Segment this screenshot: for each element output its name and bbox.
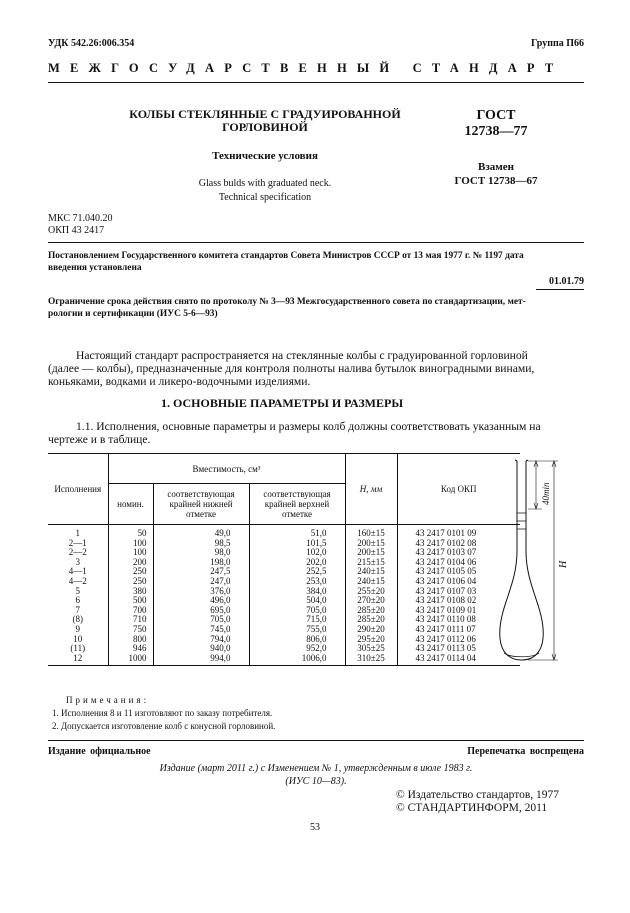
replaces-standard: ГОСТ 12738—67 [454, 175, 538, 187]
cell-version: 2—2 [48, 548, 108, 558]
group-code: Группа П66 [531, 38, 584, 49]
cell-lower: 198,0 [153, 558, 249, 568]
restriction-line-1: Ограничение срока действия снято по протоколу № 3—93 Межгосударственного совета по стандартизации, мет- [48, 297, 526, 307]
cell-okp: 43 2417 0109 01 [397, 606, 520, 616]
paragraph-1-1-line-1: 1.1. Исполнения, основные параметры и размеры колб должны соответствовать указанным на [76, 420, 541, 433]
cell-nominal: 250 [108, 567, 153, 577]
edition-note [48, 762, 584, 788]
restriction-line-2: рологии и сертификации (ИУС 5-6—93) [48, 309, 218, 319]
header-lower-line-1: соответствующая [167, 489, 235, 499]
cell-lower: 745,0 [153, 625, 249, 635]
codes-rule [48, 242, 584, 243]
cell-lower: 376,0 [153, 587, 249, 597]
cell-okp: 43 2417 0113 05 [397, 644, 520, 654]
header-lower-line-3: отметке [185, 509, 217, 519]
gost-number: 12738—77 [464, 124, 528, 139]
header-upper-line-2: крайней верхней [264, 499, 330, 509]
cell-version: 12 [48, 654, 108, 666]
cell-okp: 43 2417 0101 09 [397, 525, 520, 539]
english-title-line-1: Glass bulds with graduated neck. [198, 178, 332, 189]
cell-height: 295±20 [345, 635, 397, 645]
notes [52, 694, 276, 733]
cell-upper: 51,0 [249, 525, 345, 539]
section-1-paragraph [48, 420, 588, 446]
cell-lower: 695,0 [153, 606, 249, 616]
cell-upper: 202,0 [249, 558, 345, 568]
cell-height: 215±15 [345, 558, 397, 568]
header-okp-code: Код ОКП [397, 454, 520, 525]
header-capacity: Вместимость, см³ [108, 454, 345, 484]
copyright-2011: © СТАНДАРТИНФОРМ, 2011 [396, 802, 548, 814]
title-line-2: ГОРЛОВИНОЙ [222, 120, 308, 134]
header-rule [48, 82, 584, 83]
cell-height: 285±20 [345, 615, 397, 625]
okp-code: ОКП 43 2417 [48, 225, 105, 236]
cell-nominal: 50 [108, 525, 153, 539]
gost-label: ГОСТ [476, 108, 516, 123]
document-subtitle: Технические условия [212, 150, 318, 162]
cell-nominal: 100 [108, 539, 153, 549]
header-upper-mark [249, 484, 345, 525]
cell-lower: 49,0 [153, 525, 249, 539]
cell-upper: 101,5 [249, 539, 345, 549]
cell-height: 160±15 [345, 525, 397, 539]
cell-lower: 705,0 [153, 615, 249, 625]
cell-version: 3 [48, 558, 108, 568]
introduction-date: 01.01.79 [549, 276, 584, 287]
replaces-block [436, 160, 556, 188]
copyright-block [396, 789, 559, 815]
interstate-standard-heading: МЕЖГОСУДАРСТВЕННЫЙ СТАНДАРТ [48, 61, 564, 75]
table-row [48, 654, 520, 666]
section-1-heading: 1. ОСНОВНЫЕ ПАРАМЕТРЫ И РАЗМЕРЫ [161, 396, 404, 410]
document-title [100, 108, 430, 134]
header-version: Исполнения [48, 454, 108, 525]
reprint-prohibited: Перепечатка воспрещена [467, 746, 584, 757]
official-edition: Издание официальное [48, 746, 151, 757]
cell-upper: 952,0 [249, 644, 345, 654]
cell-version: 6 [48, 596, 108, 606]
cell-nominal: 750 [108, 625, 153, 635]
paragraph-1-1-line-2: чертеже и в таблице. [48, 433, 151, 446]
english-title-line-2: Technical specification [218, 192, 312, 203]
note-2: 2. Допускается изготовление колб с конусной горловиной. [52, 721, 276, 731]
gost-designation [436, 108, 556, 140]
decree-line-1: Постановлением Государственного комитета стандартов Совета Министров СССР от 13 мая 1977 г. № 1197 дата [48, 251, 524, 261]
cell-version: 2—1 [48, 539, 108, 549]
parameters-table [48, 453, 520, 666]
cell-upper: 384,0 [249, 587, 345, 597]
cell-height: 285±20 [345, 606, 397, 616]
cell-lower: 98,0 [153, 548, 249, 558]
cell-height: 240±15 [345, 567, 397, 577]
udk-code: УДК 542.26:006.354 [48, 38, 135, 49]
cell-height: 240±15 [345, 577, 397, 587]
cell-nominal: 700 [108, 606, 153, 616]
flask-drawing [496, 453, 588, 693]
cell-version: 9 [48, 625, 108, 635]
cell-lower: 994,0 [153, 654, 249, 666]
cell-upper: 253,0 [249, 577, 345, 587]
decree-line-2: введения установлена [48, 263, 142, 273]
cell-height: 255±20 [345, 587, 397, 597]
cell-height: 200±15 [345, 539, 397, 549]
cell-okp: 43 2417 0114 04 [397, 654, 520, 666]
label-40min: 40min [541, 482, 551, 505]
cell-nominal: 200 [108, 558, 153, 568]
intro-line-1: Настоящий стандарт распространяется на стеклянные колбы с градуированной горловиной [76, 349, 528, 362]
intro-paragraph [48, 349, 588, 388]
cell-nominal: 710 [108, 615, 153, 625]
cell-okp: 43 2417 0111 07 [397, 625, 520, 635]
notes-title: Примечания: [66, 695, 150, 705]
cell-height: 310±25 [345, 654, 397, 666]
cell-upper: 102,0 [249, 548, 345, 558]
edition-line-2: (ИУС 10—83). [285, 776, 347, 787]
cell-lower: 98,5 [153, 539, 249, 549]
cell-lower: 247,5 [153, 567, 249, 577]
edition-line-1: Издание (март 2011 г.) с Изменением № 1, утвержденным в июле 1983 г. [159, 763, 473, 774]
english-title [100, 177, 430, 205]
cell-nominal: 946 [108, 644, 153, 654]
cell-upper: 705,0 [249, 606, 345, 616]
cell-version: 10 [48, 635, 108, 645]
notes-rule [48, 740, 584, 741]
cell-nominal: 250 [108, 577, 153, 587]
cell-okp: 43 2417 0105 05 [397, 567, 520, 577]
page-number: 53 [310, 822, 320, 833]
header-upper-line-1: соответствующая [263, 489, 331, 499]
classification-codes [48, 213, 112, 237]
copyright-1977: © Издательство стандартов, 1977 [396, 789, 560, 801]
flask-bulb [500, 551, 543, 660]
cell-upper: 715,0 [249, 615, 345, 625]
cell-height: 305±25 [345, 644, 397, 654]
cell-height: 200±15 [345, 548, 397, 558]
replaces-label: Взамен [478, 161, 514, 173]
decree-text [48, 250, 588, 274]
cell-okp: 43 2417 0107 03 [397, 587, 520, 597]
note-1: 1. Исполнения 8 и 11 изготовляют по заказу потребителя. [52, 708, 273, 718]
intro-line-2: (далее — колбы), предназначенные для контроля полноты налива бутылок виноградными винами, [48, 362, 535, 375]
cell-nominal: 380 [108, 587, 153, 597]
mks-code: МКС 71.040.20 [48, 213, 113, 224]
cell-okp: 43 2417 0104 06 [397, 558, 520, 568]
label-h: Н [558, 560, 569, 568]
graduation-marks [517, 513, 526, 529]
header-lower-mark [153, 484, 249, 525]
cell-version: 4—2 [48, 577, 108, 587]
restriction-text [48, 296, 588, 320]
header-nominal: номин. [108, 484, 153, 525]
cell-nominal: 1000 [108, 654, 153, 666]
cell-okp: 43 2417 0102 08 [397, 539, 520, 549]
header-upper-line-3: отметке [281, 509, 313, 519]
cell-height: 290±20 [345, 625, 397, 635]
cell-version: (8) [48, 615, 108, 625]
cell-lower: 794,0 [153, 635, 249, 645]
intro-line-3: коньяками, водками и ликеро-водочными изделиями. [48, 375, 311, 388]
cell-version: (11) [48, 644, 108, 654]
cell-nominal: 800 [108, 635, 153, 645]
header-lower-line-2: крайней нижней [169, 499, 233, 509]
cell-version: 5 [48, 587, 108, 597]
title-line-1: КОЛБЫ СТЕКЛЯННЫЕ С ГРАДУИРОВАННОЙ [129, 107, 401, 121]
cell-height: 270±20 [345, 596, 397, 606]
cell-nominal: 100 [108, 548, 153, 558]
cell-lower: 940,0 [153, 644, 249, 654]
cell-lower: 496,0 [153, 596, 249, 606]
cell-version: 4—1 [48, 567, 108, 577]
date-underline [536, 289, 584, 290]
flask-neck [517, 461, 526, 551]
cell-okp: 43 2417 0112 06 [397, 635, 520, 645]
cell-okp: 43 2417 0108 02 [397, 596, 520, 606]
cell-okp: 43 2417 0106 04 [397, 577, 520, 587]
header-height: Н, мм [345, 454, 397, 525]
cell-okp: 43 2417 0110 08 [397, 615, 520, 625]
cell-upper: 504,0 [249, 596, 345, 606]
cell-version: 7 [48, 606, 108, 616]
cell-upper: 1006,0 [249, 654, 345, 666]
cell-upper: 252,5 [249, 567, 345, 577]
cell-lower: 247,0 [153, 577, 249, 587]
cell-nominal: 500 [108, 596, 153, 606]
cell-okp: 43 2417 0103 07 [397, 548, 520, 558]
cell-upper: 806,0 [249, 635, 345, 645]
cell-version: 1 [48, 525, 108, 539]
cell-upper: 755,0 [249, 625, 345, 635]
table-row [48, 525, 520, 539]
